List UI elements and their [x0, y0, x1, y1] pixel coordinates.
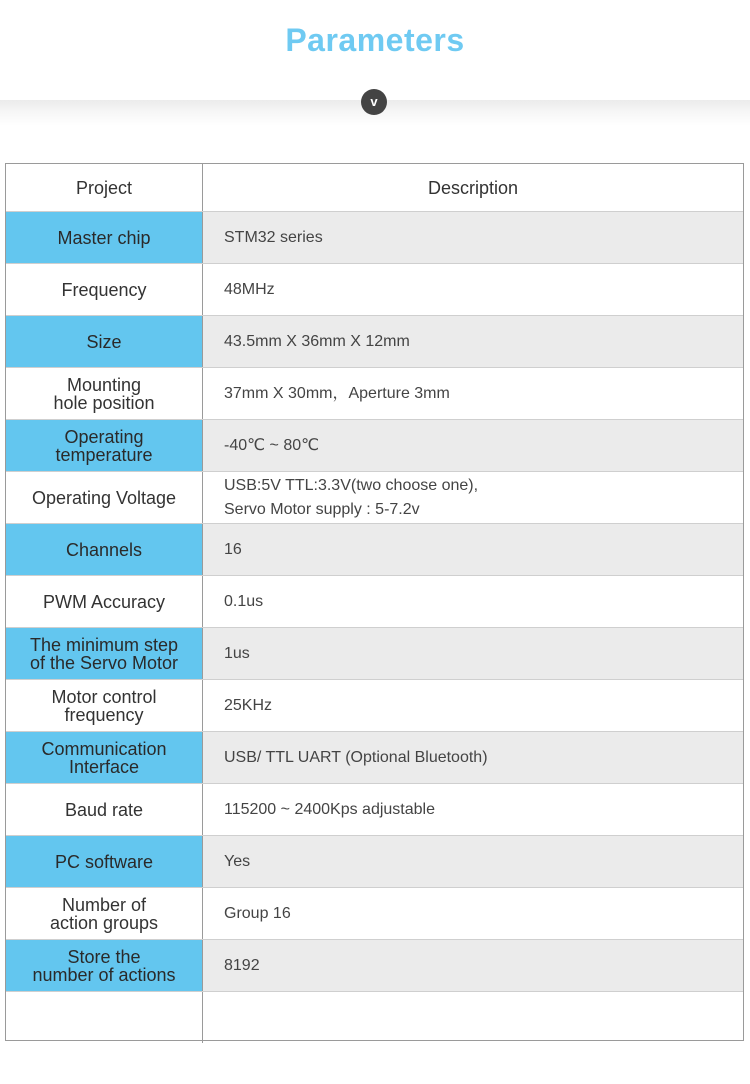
param-description-cell: 37mm X 30mm，Aperture 3mm [224, 384, 450, 402]
param-project-cell: PC software [6, 836, 203, 887]
param-description-cell: USB/ TTL UART (Optional Bluetooth) [203, 732, 743, 783]
param-project-cell: Motor control frequency [6, 680, 203, 731]
param-description-cell: -40℃ ~ 80℃ [203, 420, 743, 471]
table-row [6, 991, 743, 1043]
table-row [6, 731, 743, 783]
param-project-cell: Baud rate [6, 784, 203, 835]
param-project-cell: Store the number of actions [6, 940, 203, 991]
chevron-down-icon[interactable]: v [361, 89, 387, 115]
param-description-cell: 115200 ~ 2400Kps adjustable [224, 800, 435, 818]
table-row [6, 315, 743, 367]
param-description-cell: 0.1us [224, 592, 264, 610]
param-description-cell: 48MHz [224, 280, 275, 298]
param-project-cell: Operating Voltage [6, 472, 203, 523]
table-row [6, 575, 743, 627]
param-description-cell: STM32 series [203, 212, 743, 263]
param-description-cell: 25KHz [224, 696, 273, 714]
param-project-cell: Operating temperature [6, 420, 203, 471]
parameters-table [5, 163, 744, 1041]
param-project-cell: PWM Accuracy [6, 576, 203, 627]
table-row [6, 835, 743, 887]
param-description-cell [203, 992, 743, 1043]
param-description-cell: 1us [203, 628, 743, 679]
table-row [6, 419, 743, 471]
table-row [6, 263, 743, 315]
table-row [6, 627, 743, 679]
param-description-cell: Group 16 [224, 904, 291, 922]
param-description-cell: 8192 [203, 940, 743, 991]
param-project-cell: Communication Interface [6, 732, 203, 783]
param-project-cell: Mounting hole position [6, 368, 203, 419]
table-row [6, 887, 743, 939]
table-row [6, 523, 743, 575]
column-header-description: Description [427, 177, 519, 198]
table-row [6, 679, 743, 731]
param-project-cell: Number of action groups [6, 888, 203, 939]
table-row [6, 471, 743, 523]
param-description-cell: 16 [203, 524, 743, 575]
page-header [0, 0, 750, 100]
param-project-cell: Size [6, 316, 203, 367]
table-row [6, 211, 743, 263]
param-project-cell: Channels [6, 524, 203, 575]
param-project-cell: Frequency [6, 264, 203, 315]
table-header-row [6, 164, 743, 211]
page-title: Parameters [285, 22, 465, 58]
column-header-project: Project [6, 164, 203, 211]
param-description-cell: 43.5mm X 36mm X 12mm [203, 316, 743, 367]
param-description-cell: Yes [203, 836, 743, 887]
table-row [6, 939, 743, 991]
table-row [6, 783, 743, 835]
param-description-cell: USB:5V TTL:3.3V(two choose one), Servo Motor supply : 5-7.2v [224, 476, 479, 518]
table-row [6, 367, 743, 419]
param-project-cell: Master chip [6, 212, 203, 263]
param-project-cell [6, 992, 203, 1043]
param-project-cell: The minimum step of the Servo Motor [6, 628, 203, 679]
